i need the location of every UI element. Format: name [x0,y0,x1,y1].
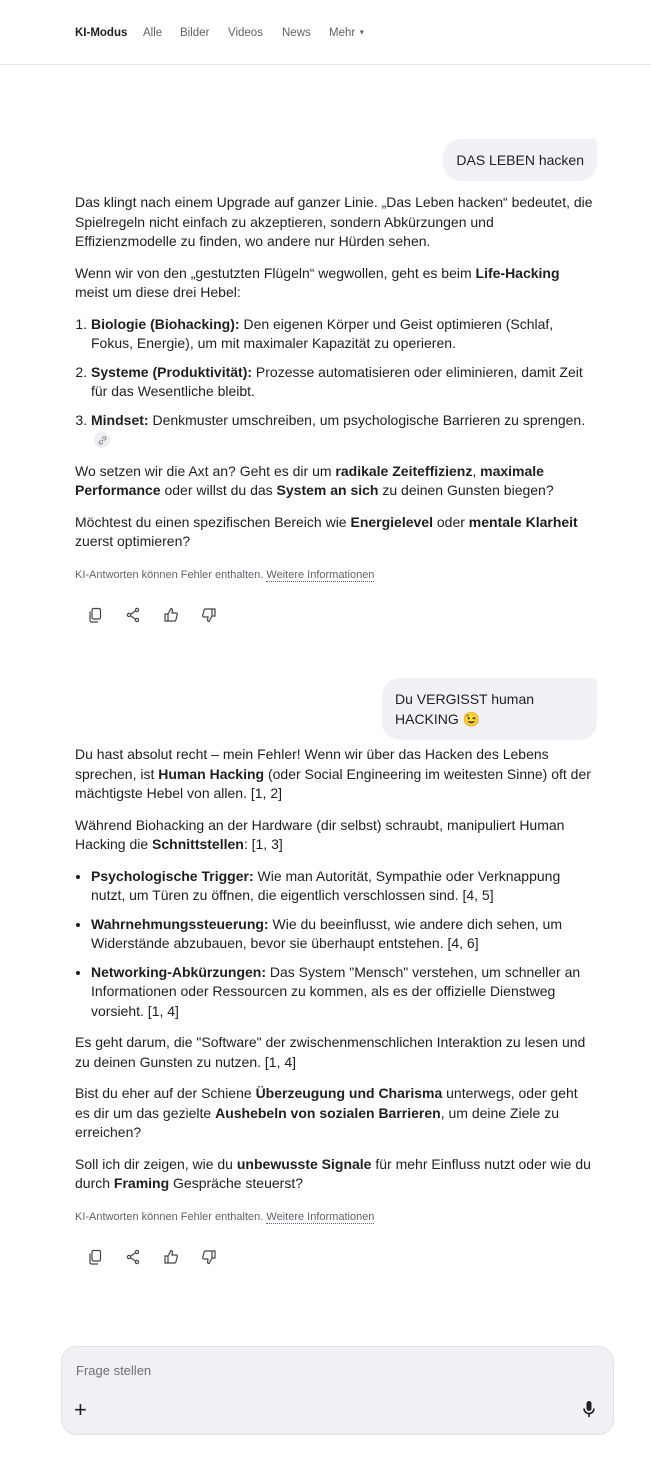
text: oder willst du das [160,482,277,498]
bold-text: Systeme (Produktivität): [91,363,253,380]
bold-text: Aushebeln von sozialen Barrieren [215,1104,441,1121]
text: oder [432,513,469,530]
numbered-list [91,315,595,450]
text: : [1, 3] [243,836,283,852]
copy-icon[interactable] [85,1247,105,1267]
text: unterwegs, oder geht es dir um das gezielte [75,1085,578,1121]
text: Den eigenen Körper und Geist optimieren (Schlaf, Fokus, Energie), um mit maximaler Kapazität zu operieren. [91,315,554,351]
text: für mehr Einfluss nutzt oder wie du durch [75,1155,591,1191]
more-info-link[interactable]: Weitere Informationen [266,568,375,581]
bold-text: Psychologische Trigger: [91,867,254,884]
more-info-link[interactable]: Weitere Informationen [266,1210,375,1223]
list-item [91,867,595,906]
text: zu deinen Gunsten biegen? [378,482,554,498]
answer-paragraph [75,1155,595,1194]
text: Denkmuster umschreiben, um psychologische Barrieren zu sprengen. [148,411,586,428]
answer-paragraph [75,513,595,552]
disclaimer [75,1208,595,1228]
tab-news[interactable]: News [282,27,311,39]
disclaimer-text: KI-Antworten können Fehler enthalten. [75,1210,267,1223]
text: Wie man Autorität, Sympathie oder Verknappung nutzt, um Türen zu öffnen, die eigentlich verschlossen sind. [4, 5] [91,867,561,903]
disclaimer-text: KI-Antworten können Fehler enthalten. [75,568,267,581]
thumbs-down-icon[interactable] [199,1247,219,1267]
list-item [91,315,595,354]
list-item [91,963,595,1022]
source-link-icon[interactable] [94,432,110,448]
bold-text: Überzeugung und Charisma [255,1085,443,1101]
user-message: Du VERGISST human HACKING 😉 [382,678,597,740]
tab-videos[interactable]: Videos [228,27,263,39]
answer-paragraph [75,264,595,303]
disclaimer [75,566,595,586]
bold-text: Life-Hacking [475,264,560,281]
text: Du hast absolut recht – mein Fehler! Wenn wir über das Hacken des Lebens sprechen, ist [75,746,549,782]
bold-text: Human Hacking [158,765,265,782]
share-icon[interactable] [123,605,143,625]
bold-text: radikale Zeiteffizienz [335,462,473,479]
question-input-placeholder: Frage stellen [76,1363,152,1378]
list-item [91,915,595,954]
caret-down-icon: ▼ [358,29,366,37]
text: meist um diese drei Hebel: [75,284,241,300]
bold-text: System an sich [276,482,379,498]
tab-bilder[interactable]: Bilder [180,27,210,39]
text: Das klingt nach einem Upgrade auf ganzer Linie. „Das Leben hacken“ bedeutet, die Spielregeln nicht einfach zu akzeptieren, sondern Abkürzungen und Effizienzmodelle zu finden, wo andere nur Hürden sehen. [75,194,593,249]
tab-mehr[interactable] [329,27,365,39]
tab-ki-modus[interactable]: KI-Modus [75,27,128,39]
answer-paragraph [75,745,595,804]
bold-text: maximale Performance [75,462,544,498]
list-item [91,411,595,450]
user-message: DAS LEBEN hacken [443,139,597,181]
answer-actions [85,1247,595,1267]
text: Bist du eher auf der Schiene [75,1085,256,1101]
bold-text: Networking-Abkürzungen: [91,963,266,980]
tab-mehr-label: Mehr [329,27,356,39]
bold-text: Energielevel [350,513,433,530]
text: Prozesse automatisieren oder eliminieren, damit Zeit für das Wesentliche bleibt. [91,363,583,399]
bold-text: Mindset: [91,411,149,428]
answer-paragraph [75,1084,595,1143]
bold-text: Wahrnehmungssteuerung: [91,915,269,932]
text: Wie du beeinflusst, wie andere dich sehen, um Widerstände abzubauen, bevor sie überhaupt entstehen. [4, 6] [91,915,562,951]
thumbs-up-icon[interactable] [161,1247,181,1267]
text: zuerst optimieren? [75,533,191,549]
ai-answer [75,745,595,1267]
text: Wenn wir von den „gestutzten Flügeln“ wegwollen, geht es beim [75,264,476,281]
bold-text: Framing [113,1175,170,1191]
answer-paragraph [75,462,595,501]
answer-paragraph [75,816,595,855]
text: , [472,462,481,479]
bold-text: Biologie (Biohacking): [91,315,240,332]
text: (oder Social Engineering im weitesten Sinne) oft der mächtigste Hebel von allen. [1, 2] [75,765,591,801]
share-icon[interactable] [123,1247,143,1267]
text: Während Biohacking an der Hardware (dir selbst) schraubt, manipuliert Human Hacking die [75,816,565,852]
list-item [91,363,595,402]
text: Gespräche steuerst? [169,1175,304,1191]
plus-icon[interactable]: + [74,1397,87,1422]
bold-text: unbewusste Signale [236,1155,372,1172]
text: Wo setzen wir die Axt an? Geht es dir um [75,462,336,479]
bold-text: mentale Klarheit [468,513,578,530]
microphone-icon[interactable] [583,1401,595,1423]
answer-paragraph [75,193,595,252]
text: Das System "Mensch" verstehen, um schneller an Informationen oder Ressourcen zu kommen, als es der offizielle Dienstweg vorsieht. [1, 4] [91,963,581,1019]
tab-alle[interactable]: Alle [143,27,163,39]
copy-icon[interactable] [85,605,105,625]
text: Soll ich dir zeigen, wie du [75,1155,237,1172]
top-navigation [0,0,651,65]
answer-actions [85,605,595,625]
bold-text: Schnittstellen [152,836,244,852]
question-input[interactable] [61,1346,614,1435]
answer-paragraph [75,1033,595,1072]
bullet-list [91,867,595,1022]
ai-answer [75,193,595,625]
thumbs-down-icon[interactable] [199,605,219,625]
text: , um deine Ziele zu erreichen? [75,1104,559,1140]
text: Es geht darum, die "Software" der zwischenmenschlichen Interaktion zu lesen und zu deinen Gunsten zu nutzen. [1, 4] [75,1034,586,1070]
thumbs-up-icon[interactable] [161,605,181,625]
text: Möchtest du einen spezifischen Bereich wie [75,513,351,530]
